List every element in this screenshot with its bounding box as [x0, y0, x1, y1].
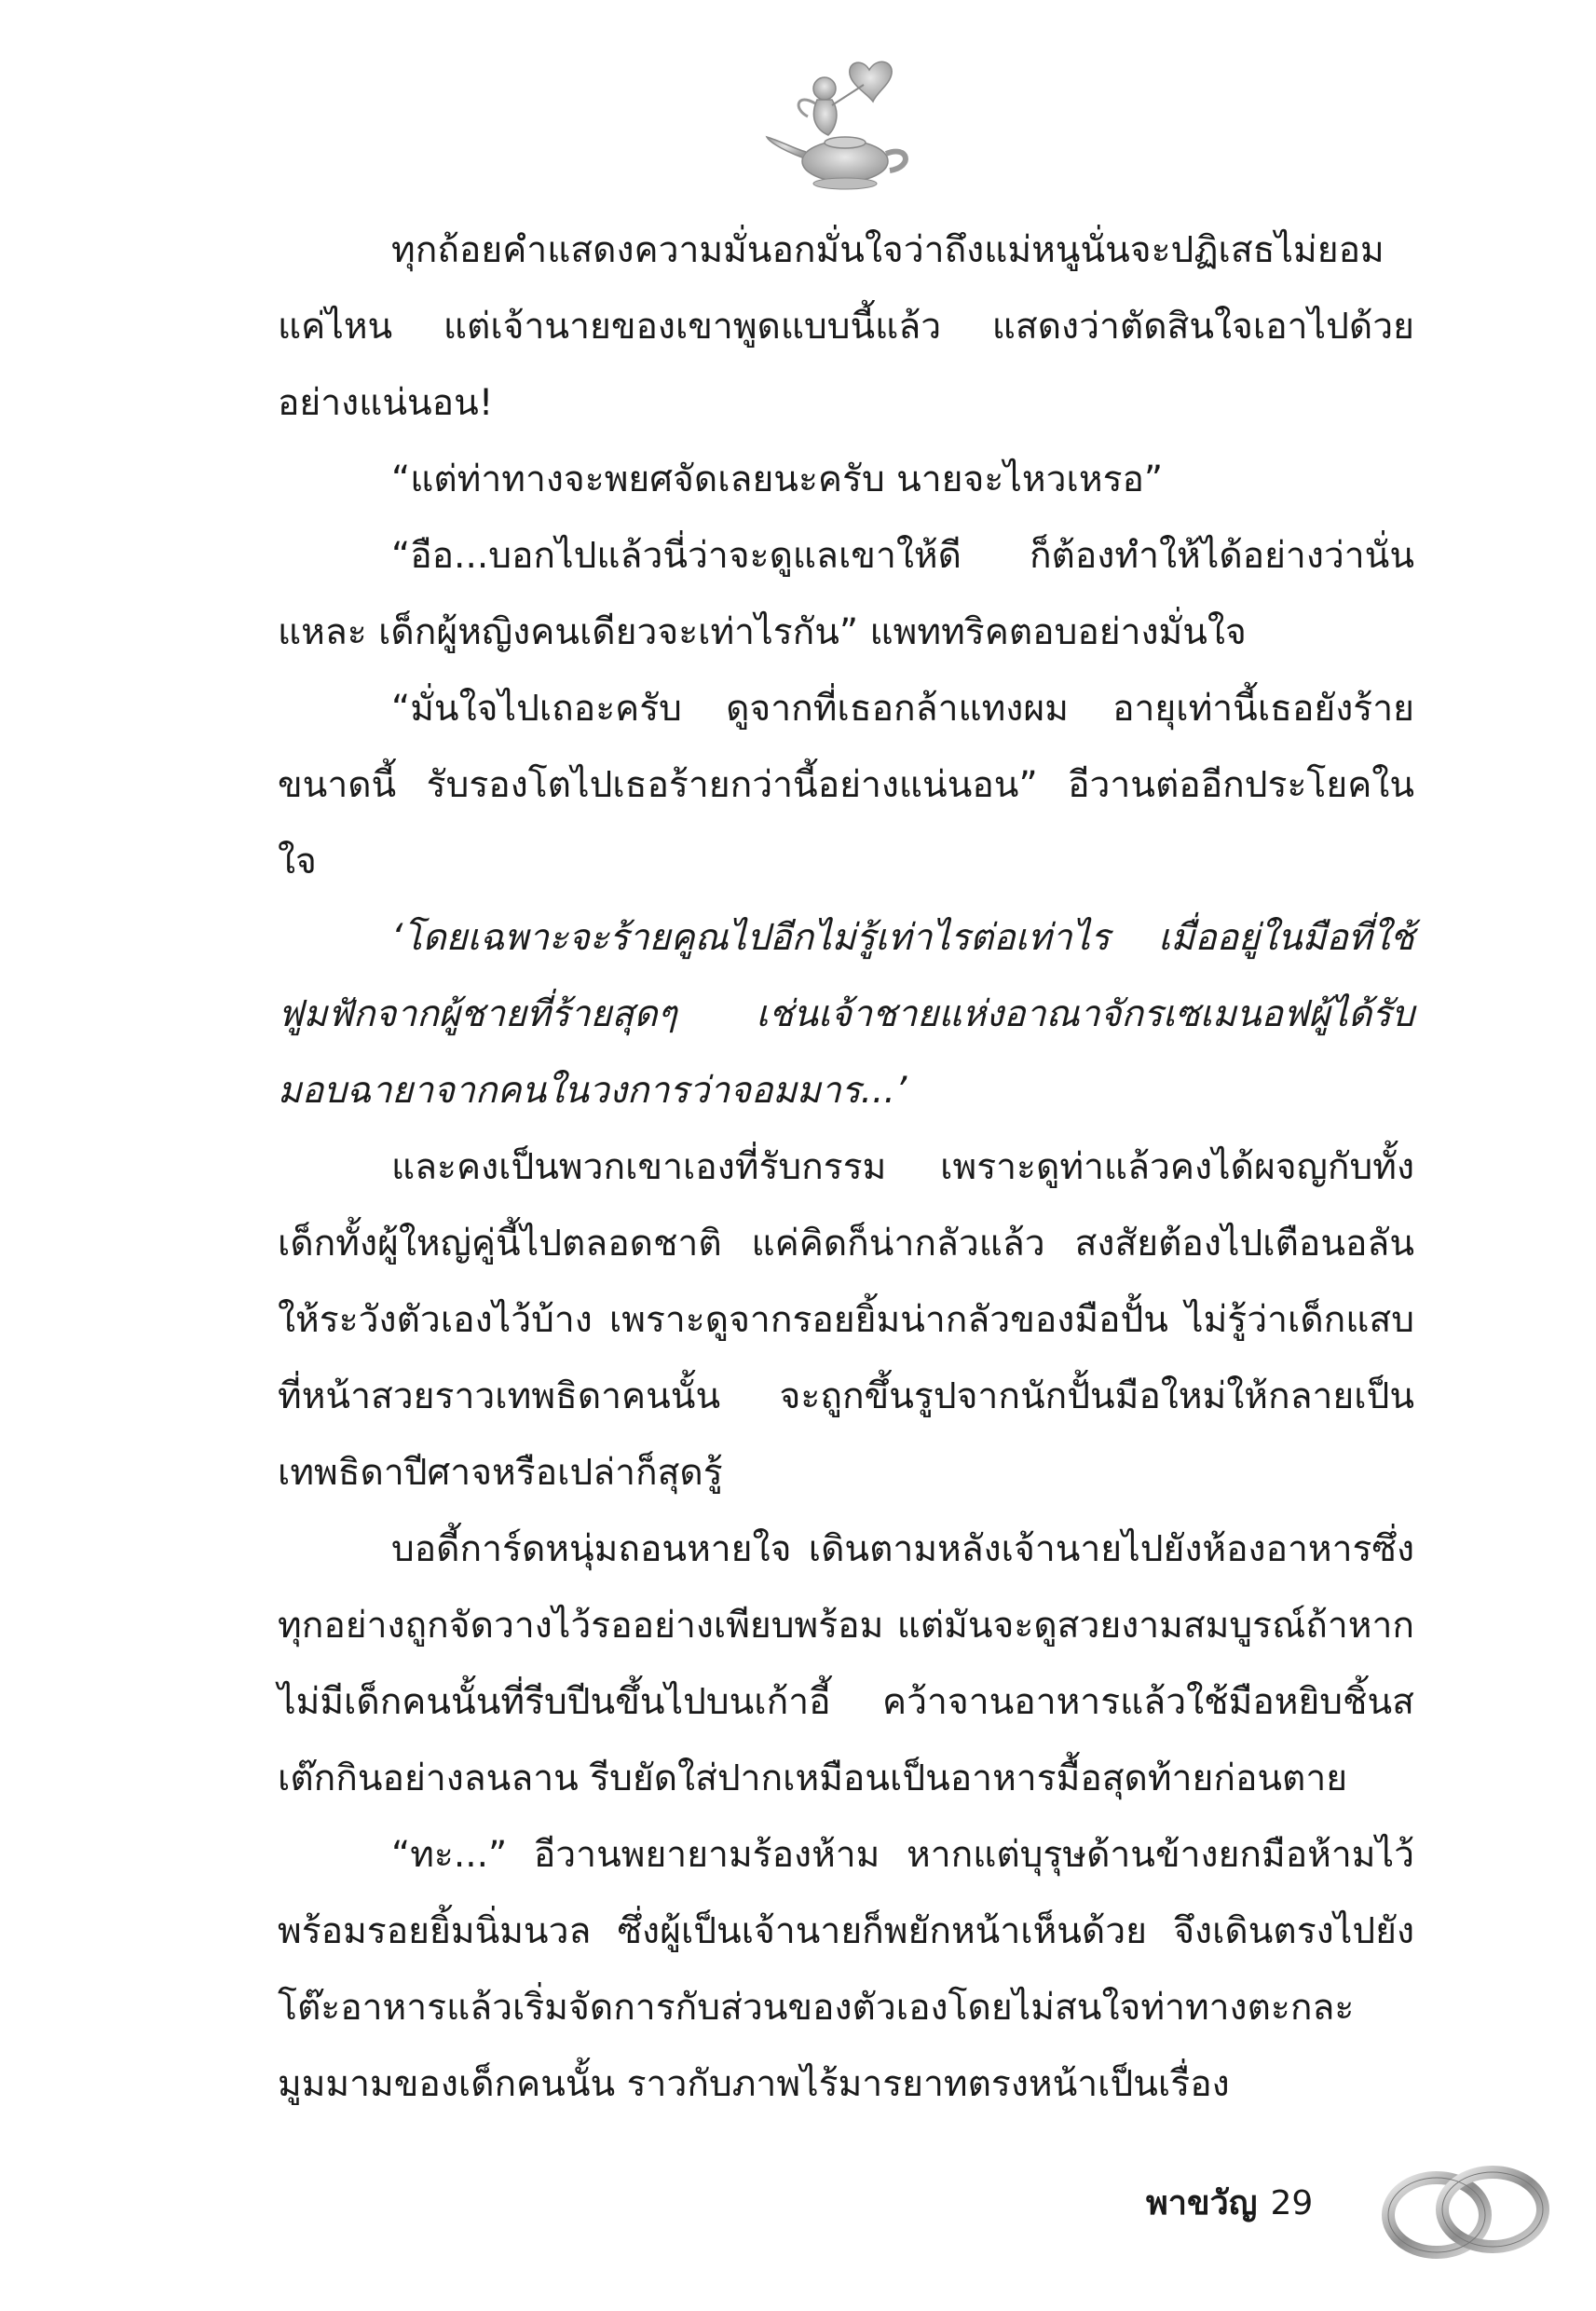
footer-label [1146, 2176, 1313, 2229]
italic-paragraph: ‘โดยเฉพาะจะร้ายคูณไปอีกไม่รู้เท่าไรต่อเท่าไร เมื่ออยู่ในมือที่ใช้ฟูมฟักจากผู้ชายที่ร้ายสุดๆ เช่นเจ้าชายแห่งอาณาจักรเซเมนอฟผู้ได้รับมอบฉายาจากคนในวงการว่าจอมมาร...’ [278, 917, 1414, 1112]
paragraph: และคงเป็นพวกเขาเองที่รับกรรม เพราะดูท่าแล้วคงได้ผจญกับทั้งเด็กทั้งผู้ใหญ่คู่นี้ไปตลอดชาติ แค่คิดก็น่ากลัวแล้ว สงสัยต้องไปเตือนอลันให้ระวังตัวเองไว้บ้าง เพราะดูจากรอยยิ้มน่ากลัวของมือปั้น ไม่รู้ว่าเด็กแสบที่หน้าสวยราวเทพธิดาคนนั้น จะถูกขึ้นรูปจากนักปั้นมือใหม่ให้กลายเป็นเทพธิดาปีศาจหรือเปล่าก็สุดรู้ [278, 1146, 1414, 1494]
paragraph: บอดี้การ์ดหนุ่มถอนหายใจ เดินตามหลังเจ้านายไปยังห้องอาหารซึ่งทุกอย่างถูกจัดวางไว้รออย่างเพียบพร้อม แต่มันจะดูสวยงามสมบูรณ์ถ้าหากไม่มีเด็กคนนั้นที่รีบปีนขึ้นไปบนเก้าอี้ คว้าจานอาหารแล้วใช้มือหยิบชิ้นสเต๊กกินอย่างลนลาน รีบยัดใส่ปากเหมือนเป็นอาหารมื้อสุดท้ายก่อนตาย [278, 1528, 1414, 1799]
body-text [278, 212, 1414, 2123]
page-number: 29 [1270, 2184, 1314, 2222]
page-footer [1146, 2157, 1556, 2269]
paragraph: ทุกถ้อยคำแสดงความมั่นอกมั่นใจว่าถึงแม่หนูนั่นจะปฏิเสธไม่ยอมแค่ไหน แต่เจ้านายของเขาพูดแบบนี้แล้ว แสดงว่าตัดสินใจเอาไปด้วยอย่างแน่นอน! [278, 229, 1414, 424]
paragraph: “ทะ...” อีวานพยายามร้องห้าม หากแต่บุรุษด้านข้างยกมือห้ามไว้พร้อมรอยยิ้มนิ่มนวล ซึ่งผู้เป็นเจ้านายก็พยักหน้าเห็นด้วย จึงเดินตรงไปยังโต๊ะอาหารแล้วเริ่มจัดการกับส่วนของตัวเองโดยไม่สนใจท่าทางตะกละมูมมามของเด็กคนนั้น ราวกับภาพไร้มารยาทตรงหน้าเป็นเรื่อง [278, 1834, 1414, 2105]
paragraph: “มั่นใจไปเถอะครับ ดูจากที่เธอกล้าแทงผม อายุเท่านี้เธอยังร้ายขนาดนี้ รับรองโตไปเธอร้ายกว่านี้อย่างแน่นอน” อีวานต่ออีกประโยคในใจ [278, 688, 1414, 882]
paragraph: “อือ...บอกไปแล้วนี่ว่าจะดูแลเขาให้ดี ก็ต้องทำให้ได้อย่างว่านั่นแหละ เด็กผู้หญิงคนเดียวจะเท่าไรกัน” แพททริคตอบอย่างมั่นใจ [278, 535, 1414, 653]
teapot-cupid-ornament-icon [759, 51, 927, 200]
paragraph: “แต่ท่าทางจะพยศจัดเลยนะครับ นายจะไหวเหรอ” [391, 458, 1164, 500]
wedding-rings-icon [1379, 2157, 1556, 2269]
book-title: พาขวัญ [1146, 2184, 1258, 2222]
